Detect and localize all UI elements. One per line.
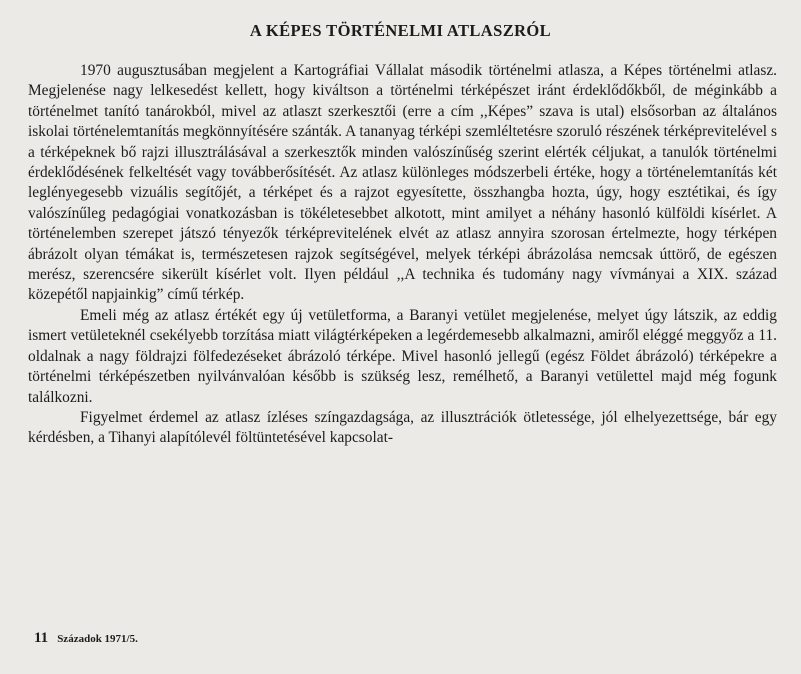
journal-source: Századok 1971/5. — [57, 633, 138, 645]
article-body — [28, 61, 777, 449]
paragraph-1: 1970 augusztusában megjelent a Kartográfiai Vállalat második történelmi atlasza, a Képes történelmi atlasz. Megjelenése nagy lelkesedést kellett, hogy kiváltson a történelmi térképészet iránt érdeklődőkből, de méginkább a történelmet tanító tanárokból, mivel az atlaszt szerkesztői (erre a cím ,,Képes” szava is utal) elsősorban az általános iskolai történelemtanítás megkönnyítésére szánták. A tananyag térképi szemléltetésre szoruló részének térképrevitelével s a térképeknek bő rajzi illusztrálásával a szerkesztők minden valószínűség szerint elérték céljukat, a tanulók történelmi érdeklődésének felkeltését vagy továbberősítését. Az atlasz különleges módszerbeli értéke, hogy a történelemtanítás két leglényegesebb vizuális segítőjét, a térképet és a rajzot egyesítette, összhangba hozta, úgy, hogy esztétikai, és így valószínűleg pedagógiai vonatkozásban is tökéletesebbet alkotott, mint amilyet a néhány hasonló külföldi kísérlet. A történelemben szerepet játszó tényezők térképrevitelének elvét az atlasz annyira szorosan értelmezte, hogy térképen ábrázolt olyan témákat is, természetesen rajzok segítségével, melyek térképi ábrázolása nemcsak úttörő, de egészen merész, szerencsére sikerült kísérlet volt. Ilyen például ,,A technika és tudomány nagy vívmányai a XIX. század közepétől napjainkig” című térkép. — [28, 62, 777, 304]
page-footer — [34, 629, 138, 647]
paragraph-2: Emeli még az atlasz értékét egy új vetületforma, a Baranyi vetület megjelenése, melyet úgy látszik, az eddig ismert vetületeknél csekélyebb torzítása miatt világtérképeken a legérdemesebb alkalmazni, amiről eléggé meggyőz a 11. oldalnak a nagy földrajzi fölfedezéseket ábrázoló térképe. Mivel hasonló jellegű (egész Földet ábrázoló) térképekre a történelmi térképészetben nyilvánvalóan később is szükség lesz, remélhető, a Baranyi vetülettel majd még fogunk találkozni. — [28, 306, 777, 406]
page-number: 11 — [34, 630, 49, 646]
paragraph-3: Figyelmet érdemel az atlasz ízléses színgazdagsága, az illusztrációk ötletessége, jól elhelyezettsége, bár egy kérdésben, a Tihanyi alapítólevél föltüntetésével kapcsolat- — [28, 408, 777, 447]
article-title: A KÉPES TÖRTÉNELMI ATLASZRÓL — [249, 21, 552, 40]
